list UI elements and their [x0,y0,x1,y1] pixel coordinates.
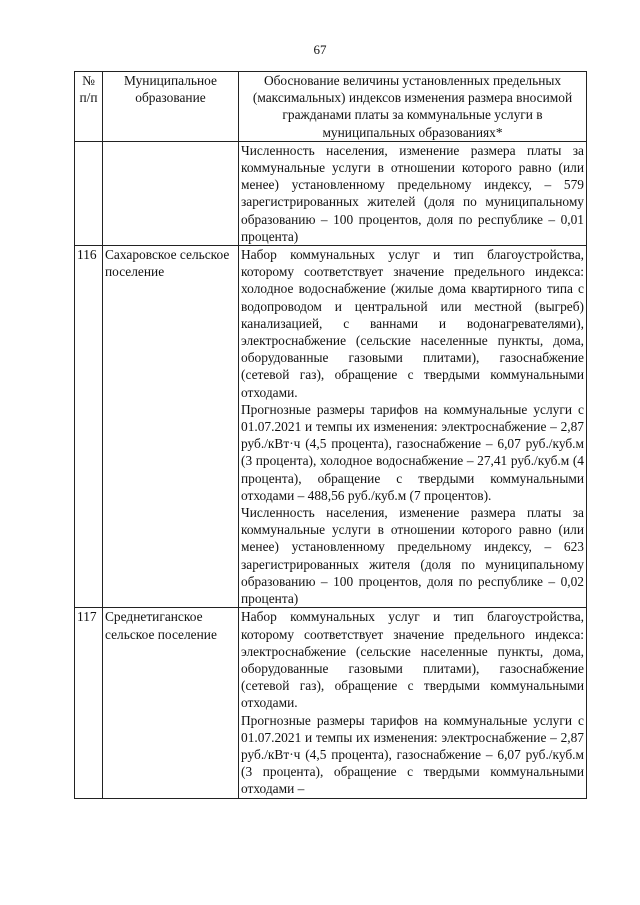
paragraph: Численность населения, изменение размера платы за коммунальные услуги в отношении которого равно (или менее) установленному предельному индексу, – 623 зарегистрированных жителя (доля по муниципальному образованию – 100 процентов, доля по республике – 0,02 процента) [241,505,584,607]
paragraph: Набор коммунальных услуг и тип благоустройства, которому соответствует значение предельного индекса: электроснабжение (сельские населенные пункты, дома, оборудованные газовыми плитами), газоснабжение (сетевой газ), обращение с твердыми коммунальными отходами. [241,609,584,711]
paragraph: Прогнозные размеры тарифов на коммунальные услуги с 01.07.2021 и темпы их изменения: электроснабжение – 2,87 руб./кВт·ч (4,5 процента), газоснабжение – 6,07 руб./куб.м (3 процента), обращение с твердыми коммунальными отходами – [241,712,584,797]
row-justification [239,141,587,245]
table-row [75,246,587,608]
row-justification [239,608,587,798]
row-num: 116 [75,246,103,608]
table-header-row [75,72,587,142]
table-row [75,141,587,245]
page-number: 67 [313,42,327,57]
header-num: № п/п [75,72,103,142]
row-num: 117 [75,608,103,798]
table-row [75,608,587,798]
paragraph: Численность населения, изменение размера платы за коммунальные услуги в отношении которого равно (или менее) установленному предельному индексу, – 579 зарегистрированных жителей (доля по муниципальному образованию – 100 процентов, доля по республике – 0,01 процента) [241,142,584,244]
row-municipality: Среднетиганское сельское поселение [103,608,239,798]
row-municipality [103,141,239,245]
tariff-justification-table [74,71,587,799]
paragraph: Прогнозные размеры тарифов на коммунальные услуги с 01.07.2021 и темпы их изменения: электроснабжение – 2,87 руб./кВт·ч (4,5 процента), газоснабжение – 6,07 руб./куб.м (3 процента), холодное водоснабжение – 27,41 руб./куб.м (4 процента), обращение с твердыми коммунальными отходами – 488,56 руб./куб.м (7 процентов). [241,401,584,503]
row-num [75,141,103,245]
header-municipality: Муниципальное образование [103,72,239,142]
row-municipality: Сахаровское сельское поселение [103,246,239,608]
paragraph: Набор коммунальных услуг и тип благоустройства, которому соответствует значение предельного индекса: холодное водоснабжение (жилые дома квартирного типа с водопроводом и центральной или местной (выгреб) канализацией, с ваннами и водонагревателями), электроснабжение (сельские населенные пункты, дома, оборудованные газовыми плитами), газоснабжение (сетевой газ), обращение с твердыми коммунальными отходами. [241,247,584,400]
header-justification: Обоснование величины установленных предельных (максимальных) индексов изменения размера вносимой гражданами платы за коммунальные услуги в муниципальных образованиях* [239,72,587,142]
row-justification [239,246,587,608]
